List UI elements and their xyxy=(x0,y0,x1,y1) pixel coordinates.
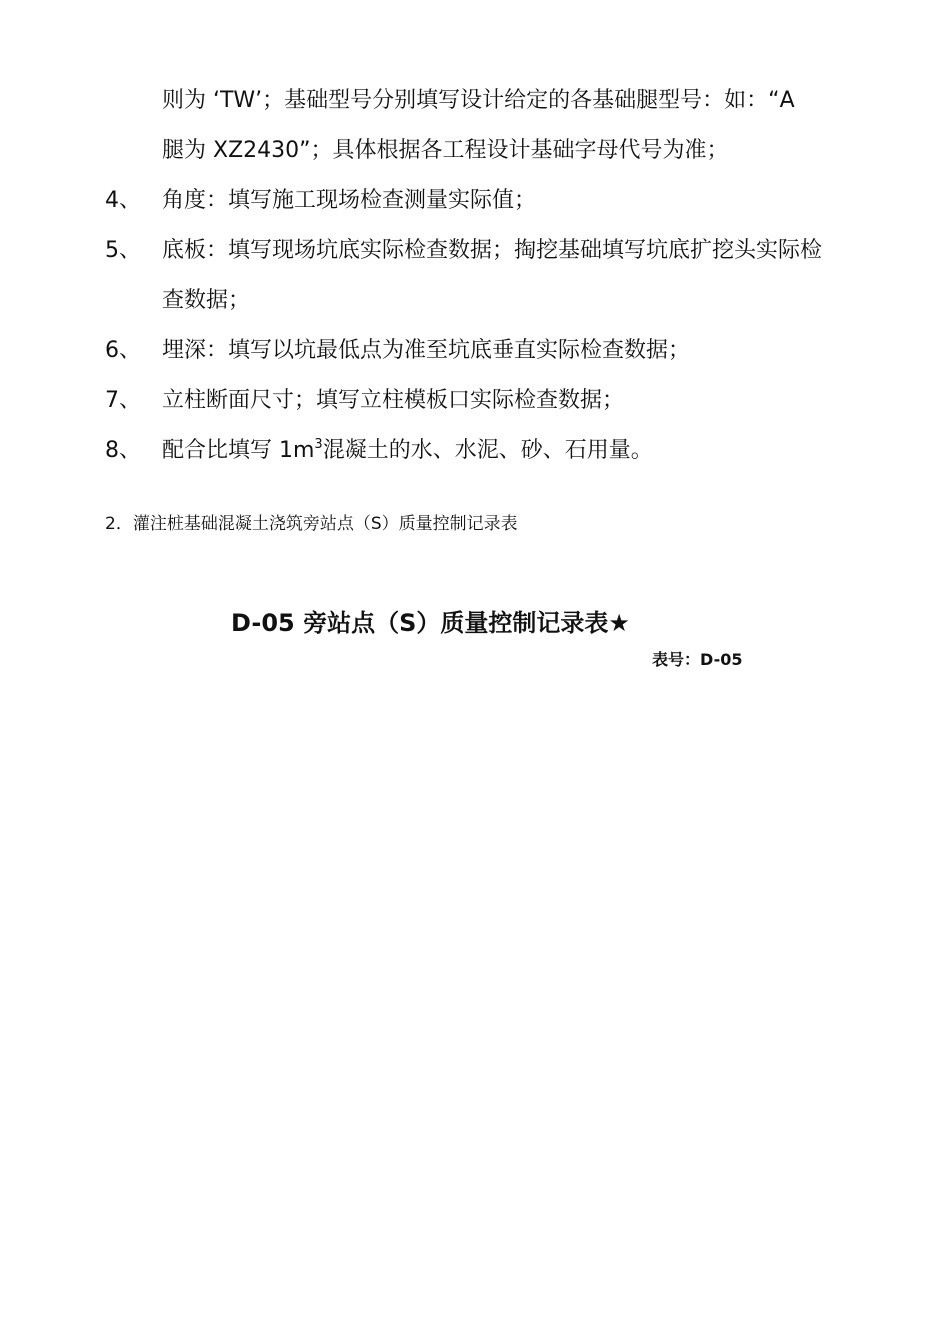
item-7-text: 立柱断面尺寸；填写立柱模板口实际检查数据； xyxy=(162,388,625,413)
item-number-4: 4、 xyxy=(105,188,141,213)
item-8-text-pre: 配合比填写 1m xyxy=(162,438,315,463)
intro-line-2: 腿为 XZ2430”；具体根据各工程设计基础字母代号为准； xyxy=(162,138,729,163)
item-5-text-line-1: 底板：填写现场坑底实际检查数据；掏挖基础填写坑底扩挖头实际检 xyxy=(162,238,823,263)
item-8-superscript: 3 xyxy=(314,437,323,452)
item-8-text-post: 混凝土的水、水泥、砂、石用量。 xyxy=(322,438,653,463)
item-number-6: 6、 xyxy=(105,338,141,363)
item-5-text-line-2: 查数据； xyxy=(162,288,251,313)
item-4-text: 角度：填写施工现场检查测量实际值； xyxy=(162,188,537,213)
section-heading: 2．灌注桩基础混凝土浇筑旁站点（S）质量控制记录表 xyxy=(105,514,518,534)
form-title: D-05 旁站点（S）质量控制记录表★ xyxy=(231,609,630,637)
item-number-7: 7、 xyxy=(105,388,141,413)
item-number-8: 8、 xyxy=(105,438,141,463)
item-6-text: 埋深：填写以坑最低点为准至坑底垂直实际检查数据； xyxy=(162,338,691,363)
intro-line-1: 则为 ‘TW’；基础型号分别填写设计给定的各基础腿型号：如：“A xyxy=(162,88,795,113)
item-8-text xyxy=(162,436,653,466)
form-number: 表号：D-05 xyxy=(652,650,743,669)
item-number-5: 5、 xyxy=(105,238,141,263)
